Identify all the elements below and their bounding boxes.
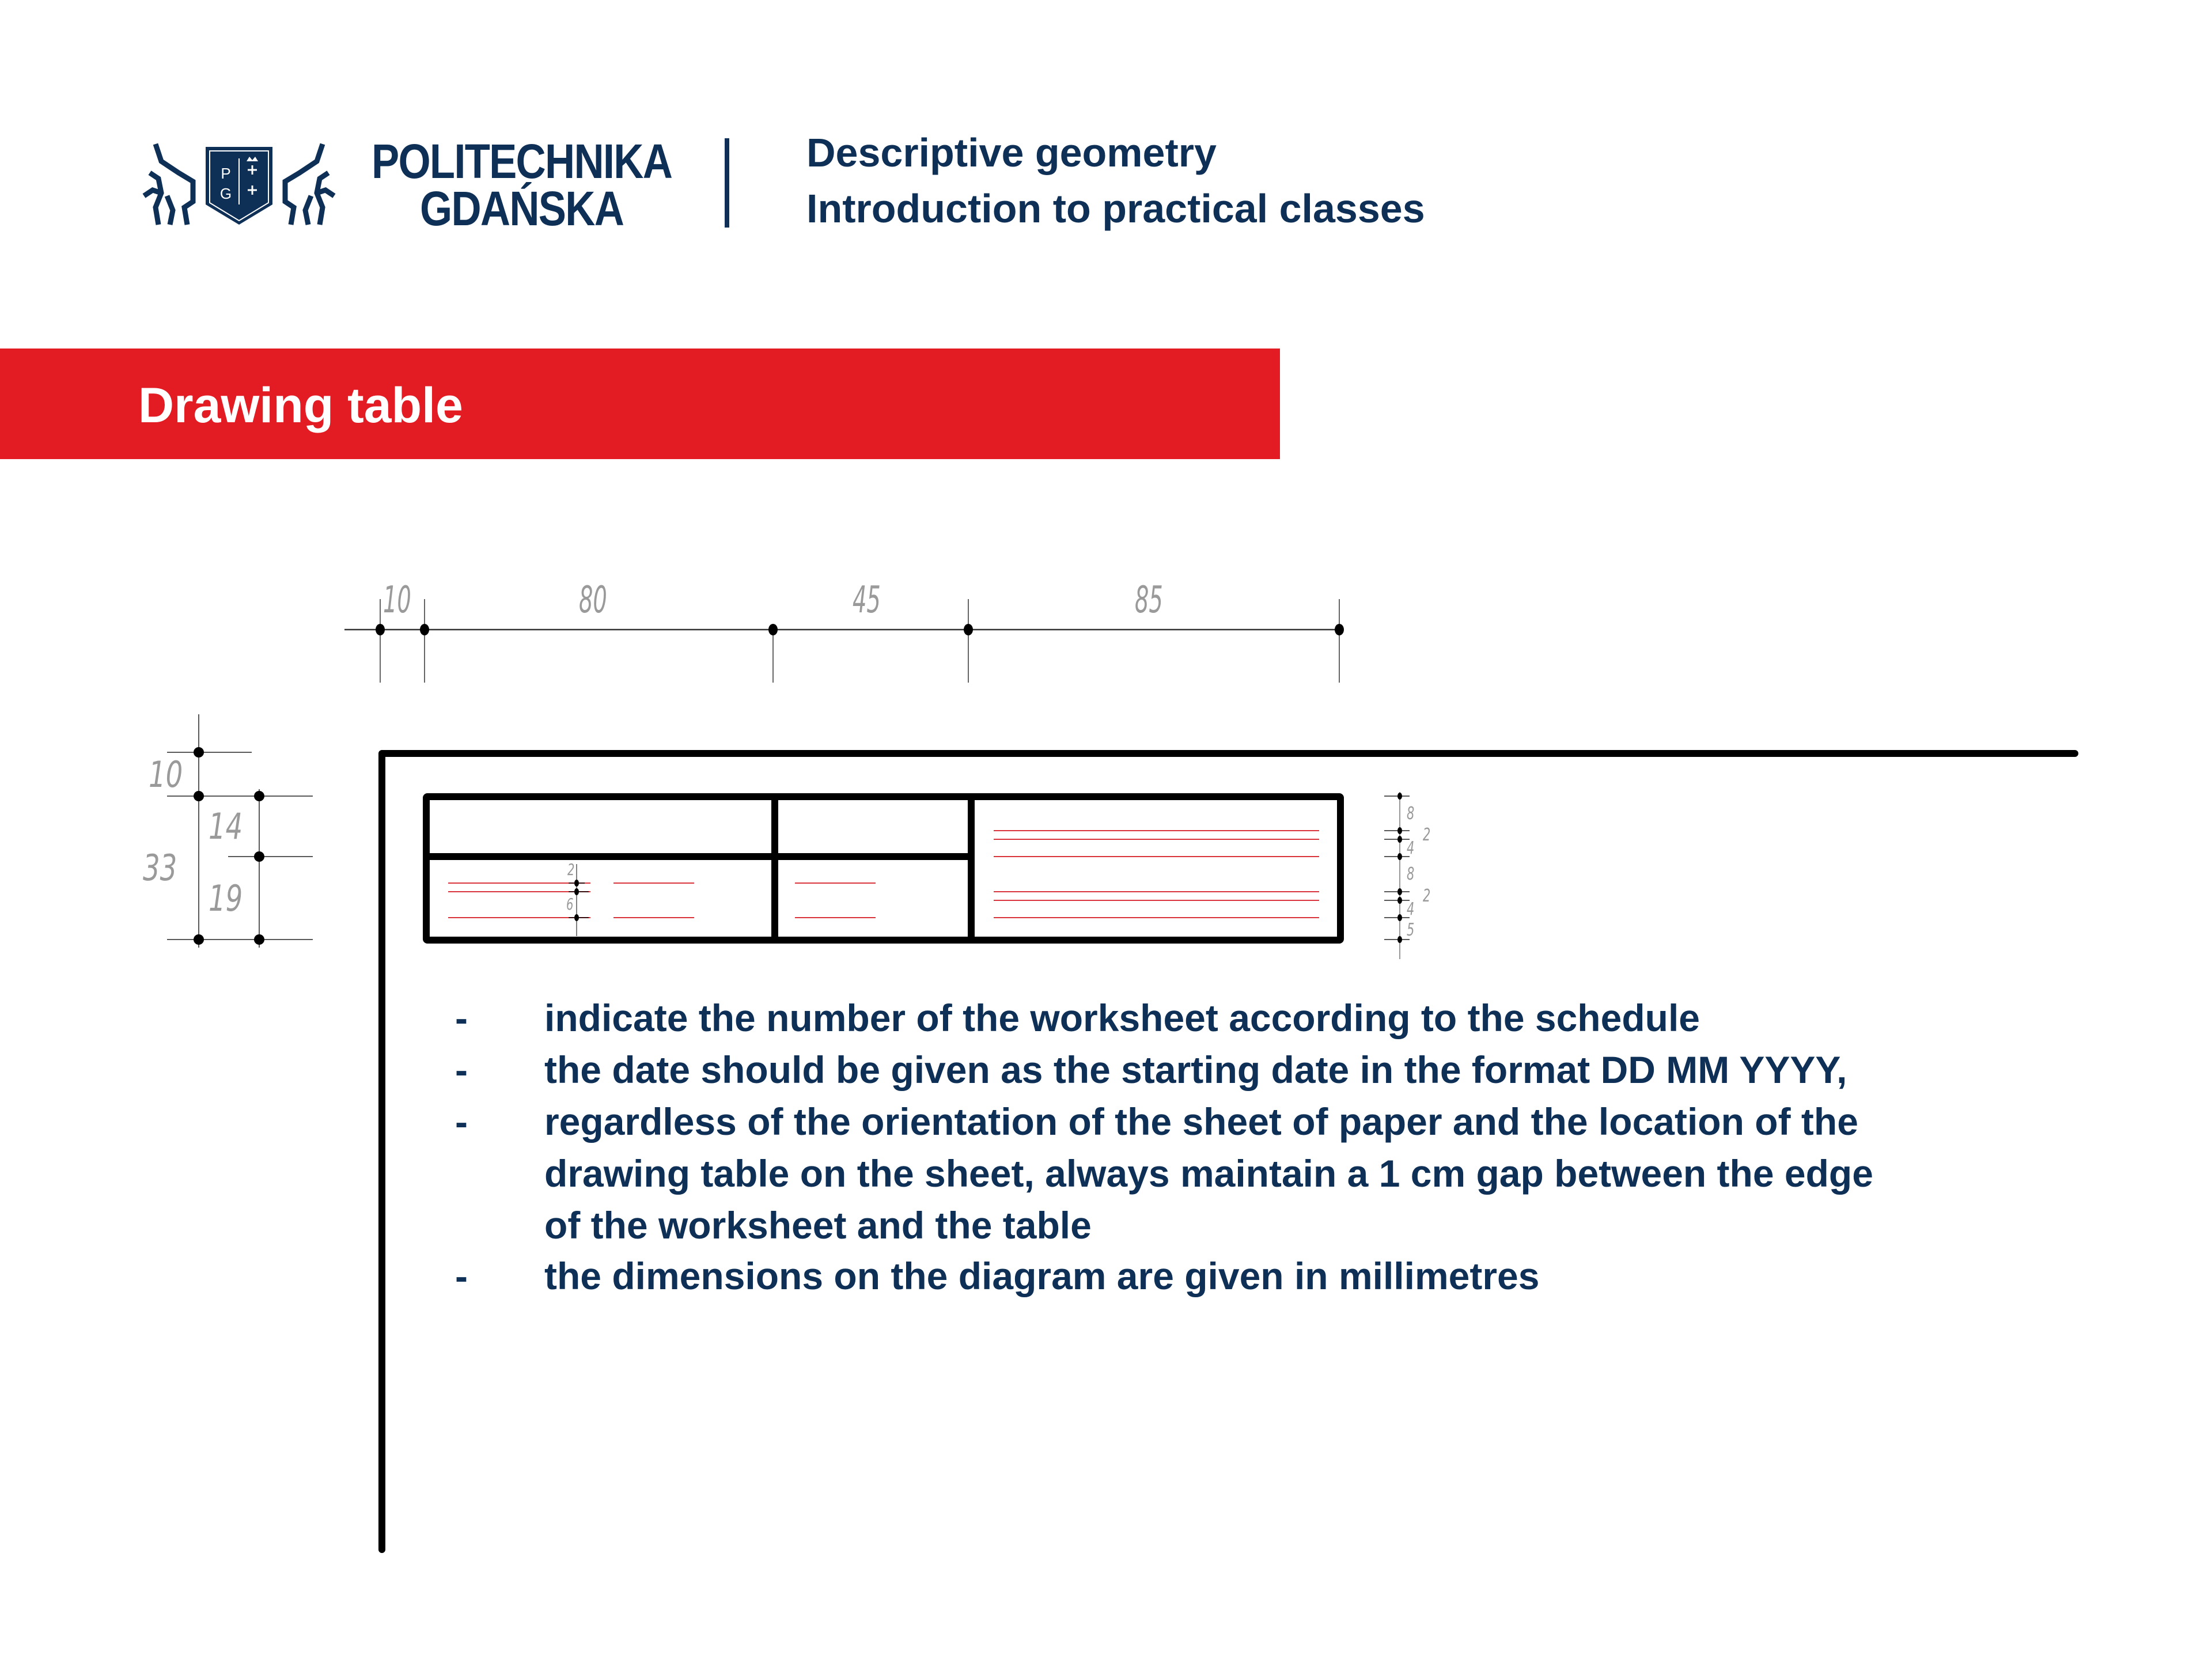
dim-right-4b: 4	[1407, 899, 1415, 919]
right-dimension-lines	[1384, 792, 1410, 959]
bullet-text: the date should be given as the starting date in the format DD MM YYYY,	[544, 1048, 1847, 1091]
dim-right-8b: 8	[1407, 864, 1415, 884]
university-name-line1: POLITECHNIKA	[372, 134, 672, 188]
dim-left-14: 14	[209, 805, 243, 847]
dim-right-2a: 2	[1423, 825, 1431, 845]
bullet-dash: -	[455, 1100, 468, 1143]
dim-left-10: 10	[149, 753, 183, 796]
dim-top-45: 45	[853, 579, 881, 622]
svg-text:P: P	[221, 165, 231, 182]
dim-right-8a: 8	[1407, 804, 1415, 824]
dim-right-5: 5	[1407, 920, 1415, 940]
top-dimension-line	[344, 599, 1342, 683]
bullet-text-continued: of the worksheet and the table	[544, 1204, 1092, 1247]
bullet-text: regardless of the orientation of the sheet of paper and the location of the	[544, 1100, 1858, 1143]
bullet-dash: -	[455, 1048, 468, 1091]
dim-top-85: 85	[1135, 579, 1163, 622]
section-title: Drawing table	[138, 378, 463, 433]
bullet-text: indicate the number of the worksheet according to the schedule	[544, 997, 1700, 1039]
dim-right-4a: 4	[1407, 838, 1415, 858]
dim-top-80: 80	[579, 579, 607, 622]
bullet-text: the dimensions on the diagram are given in millimetres	[544, 1255, 1540, 1297]
course-title: Descriptive geometry	[806, 130, 1217, 175]
title-block-table	[426, 797, 1340, 940]
dim-left-19: 19	[209, 877, 243, 919]
university-name-line2: GDAŃSKA	[419, 181, 624, 236]
guide-lines	[448, 831, 1319, 918]
bullet-text-continued: drawing table on the sheet, always maintain a 1 cm gap between the edge	[544, 1152, 1873, 1195]
dim-top-10: 10	[383, 579, 411, 622]
dim-left-33: 33	[143, 847, 177, 889]
bullet-dash: -	[455, 997, 468, 1039]
course-subtitle: Introduction to practical classes	[806, 186, 1425, 231]
bullet-dash: -	[455, 1255, 468, 1297]
dim-inner-6: 6	[566, 895, 574, 914]
svg-text:G: G	[219, 185, 232, 202]
dim-right-2b: 2	[1423, 886, 1431, 906]
dim-inner-2: 2	[567, 860, 575, 879]
